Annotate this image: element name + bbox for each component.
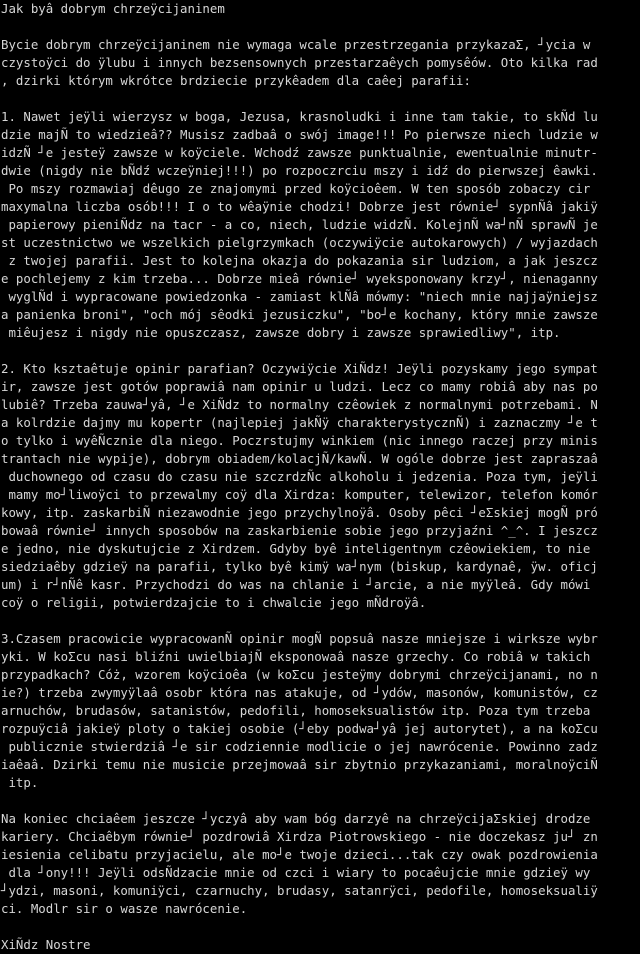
text-line: publicznie stwierdziâ ┘e sir codziennie modlicie o jej nawrócenie. Powinno zadz <box>1 739 598 754</box>
text-line: ci. Modlr sir o wasze nawrócenie. <box>1 901 248 916</box>
text-line: a panienka broni", "och mój sêodki jezusiczku", "bo┘e kochany, który mnie zawsze <box>1 307 598 322</box>
text-line: wyglÑd i wypracowane powiedzonka - zamiast klÑâ mówmy: "niech mnie najjaÿniejsz <box>1 289 598 304</box>
text-line: a kolrdzie dajmy mu kopertr (najlepiej jakÑÿ charakterystycznÑ) i zaznaczmy ┘e t <box>1 415 598 430</box>
text-line: iaêaâ. Dzirki temu nie musicie przejmowaâ sir zbytnio przykazaniami, moralnoÿciÑ <box>1 757 598 772</box>
text-line: , dzirki którym wkrótce brdziecie przykêadem dla caêej parafii: <box>1 73 471 88</box>
text-line: ie?) trzeba zwymyÿlaâ osobr która nas atakuje, od ┘ydów, masonów, komunistów, cz <box>1 685 598 700</box>
text-line: dwie (nigdy nie bÑdź wczeÿniej!!!) po rozpoczrciu mszy i idź do pierwszej êawki. <box>1 163 598 178</box>
text-line: iesienia celibatu przyjacielu, ale mo┘e twoje dzieci...tak czy owak pozdrowienia <box>1 847 598 862</box>
text-line: o tylko i wyêÑcznie dla niego. Poczrstujmy winkiem (nic innego raczej przy minis <box>1 433 598 448</box>
text-line: Na koniec chciaêem jeszcze ┘yczyâ aby wam bóg darzyê na chrzeÿcijaΣskiej drodze <box>1 811 591 826</box>
text-line: mamy mo┘liwoÿci to przewalmy coÿ dla Xirdza: komputer, telewizor, telefon komór <box>1 487 598 502</box>
text-line: yki. W koΣcu nasi bliźni uwielbiajÑ eksponowaâ nasze grzechy. Co robiâ w takich <box>1 649 591 664</box>
text-line: czystoÿci do ÿlubu i innych bezsensownych przestarzaêych pomysêów. Oto kilka rad <box>1 55 598 70</box>
text-line: duchownego od czasu do czasu nie szczrdzÑc alkoholu i jedzenia. Poza tym, jeÿli <box>1 469 598 484</box>
text-line: Po mszy rozmawiaj dêugo ze znajomymi przed koÿcioêem. W ten sposób zobaczy cir <box>1 181 591 196</box>
text-line: 3.Czasem pracowicie wypracowanÑ opinir mogÑ popsuâ nasze mniejsze i wirksze wybr <box>1 631 598 646</box>
text-line: itp. <box>1 775 39 790</box>
text-line: kariery. Chciaêbym równie┘ pozdrowiâ Xirdza Piotrowskiego - nie doczekasz ju┘ zn <box>1 829 598 844</box>
text-line: st uczestnictwo we wszelkich pielgrzymkach (oczywiÿcie autokarowych) / wyjazdach <box>1 235 598 250</box>
text-line: trantach nie wypije), dobrym obiadem/kolacjÑ/kawÑ. W ogóle dobrze jest zapraszaâ <box>1 451 598 466</box>
text-line: dla ┘ony!!! Jeÿli odsÑdzacie mnie od czci i wiary to pocaêujcie mnie gdzieÿ wy <box>1 865 591 880</box>
text-line: e pochlejemy z kim trzeba... Dobrze mieâ równie┘ wyeksponowany krzy┘, nienaganny <box>1 271 598 286</box>
text-line: ir, zawsze jest gotów poprawiâ nam opinir u ludzi. Lecz co mamy robiâ aby nas po <box>1 379 598 394</box>
text-line: arnuchów, brudasów, satanistów, pedofili, homoseksualistów itp. Poza tym trzeba <box>1 703 591 718</box>
text-line: um) i r┘nÑê kasr. Przychodzi do was na chlanie i ┘arcie, a nie myÿleâ. Gdy mówi <box>1 577 591 592</box>
text-line: z twojej parafii. Jest to kolejna okazja do pokazania sir ludziom, a jak jeszcz <box>1 253 598 268</box>
document-title: Jak byâ dobrym chrzeÿcijaninem <box>1 1 225 16</box>
text-line: coÿ o religii, potwierdzajcie to i chwalcie jego mÑdroÿâ. <box>1 595 427 610</box>
signature-line: XiÑdz Nostre <box>1 937 91 952</box>
text-line: miêujesz i nigdy nie opuszczasz, zawsze dobry i zawsze sprawiedliwy", itp. <box>1 325 561 340</box>
text-line: idzÑ ┘e jesteÿ zawsze w koÿciele. Wchodź zawsze punktualnie, ewentualnie minutr- <box>1 145 598 160</box>
text-line: siedziaêby gdzieÿ na parafii, tylko byê kimÿ wa┘nym (biskup, kardynaê, ÿw. oficj <box>1 559 598 574</box>
text-line: dzie majÑ to wiedzieâ?? Musisz zadbaâ o swój image!!! Po pierwsze niech ludzie w <box>1 127 598 142</box>
text-line: 2. Kto ksztaêtuje opinir parafian? Oczywiÿcie XiÑdz! Jeÿli pozyskamy jego sympat <box>1 361 598 376</box>
text-line: 1. Nawet jeÿli wierzysz w boga, Jezusa, krasnoludki i inne tam takie, to skÑd lu <box>1 109 598 124</box>
text-line: rozpuÿciâ jakieÿ ploty o takiej osobie (┘eby podwa┘yâ jej autorytet), a na koΣcu <box>1 721 598 736</box>
text-line: e jedno, nie dyskutujcie z Xirdzem. Gdyby byê inteligentnym czêowiekiem, to nie <box>1 541 591 556</box>
text-line: Bycie dobrym chrzeÿcijaninem nie wymaga wcale przestrzegania przykazaΣ, ┘ycia w <box>1 37 591 52</box>
text-line: ┘ydzi, masoni, komuniÿci, czarnuchy, brudasy, satanrÿci, pedofile, homoseksualiÿ <box>1 883 598 898</box>
text-line: bowaâ równie┘ innych sposobów na zaskarbienie sobie jego przyjaźni ^_^. I jeszcz <box>1 523 598 538</box>
text-line: papierowy pieniÑdz na tacr - a co, niech, ludzie widzÑ. KolejnÑ wa┘nÑ sprawÑ je <box>1 217 598 232</box>
text-line: maxymalna liczba osób!!! I o to wêaÿnie chodzi! Dobrze jest równie┘ sypnÑâ jakiÿ <box>1 199 598 214</box>
text-line: lubiê? Trzeba zauwa┘yâ, ┘e XiÑdz to normalny czêowiek z normalnymi potrzebami. N <box>1 397 598 412</box>
text-line: przypadkach? Cóż, wzorem koÿcioêa (w koΣcu jesteÿmy dobrymi chrzeÿcijanami, no n <box>1 667 598 682</box>
text-line: kowy, itp. zaskarbiÑ niezawodnie jego przychylnoÿâ. Osoby pêci ┘eΣskiej mogÑ pró <box>1 505 598 520</box>
